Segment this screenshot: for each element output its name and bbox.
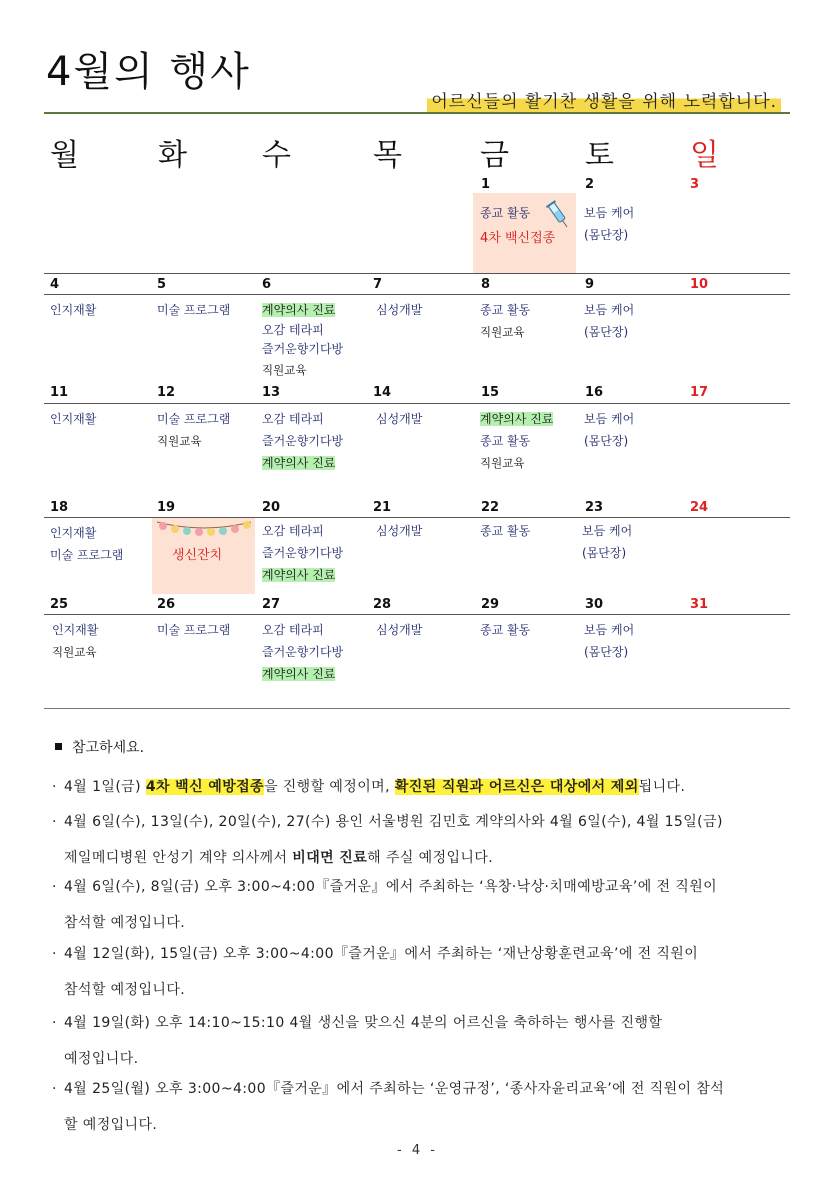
- events-day-5: [157, 299, 259, 321]
- events-day-20: [262, 520, 364, 586]
- events-day-28: [376, 619, 478, 641]
- bunting-garland-icon: [154, 518, 254, 540]
- events-day-18: [50, 522, 152, 566]
- weekday-fri: 금: [480, 138, 509, 173]
- syringe-icon: [545, 198, 571, 232]
- date-22: 22: [481, 500, 500, 515]
- date-10: 10: [690, 277, 709, 292]
- date-26: 26: [157, 597, 176, 612]
- event: (몸단장): [584, 645, 629, 659]
- event: 직원교육: [157, 434, 202, 448]
- events-day-8: [480, 299, 582, 343]
- event: 미술 프로그램: [157, 623, 231, 637]
- bullet-icon: ·: [52, 946, 57, 962]
- event: 보듬 케어: [584, 623, 635, 637]
- date-28: 28: [373, 597, 392, 612]
- date-3: 3: [690, 177, 700, 192]
- event: 직원교육: [262, 363, 307, 377]
- events-day-29: [480, 619, 582, 641]
- events-day-11: [50, 408, 152, 430]
- date-23: 23: [585, 500, 604, 515]
- event: 생신잔치: [172, 548, 223, 563]
- events-day-6: [262, 299, 364, 381]
- bullet-icon: ·: [52, 1015, 57, 1031]
- note-item: · 4월 1일(금) 4차 백신 예방접종을 진행할 예정이며, 확진된 직원과 어르신은 대상에서 제외됩니다.: [52, 771, 787, 803]
- week-divider: [44, 294, 790, 295]
- event: (몸단장): [584, 325, 629, 339]
- event: 계약의사 진료: [262, 667, 336, 681]
- event: 즐거운향기다방: [262, 434, 344, 448]
- event: (몸단장): [582, 546, 627, 560]
- date-16: 16: [585, 385, 604, 400]
- square-bullet-icon: [55, 743, 62, 750]
- event: 종교 활동: [480, 623, 531, 637]
- event: 보듬 케어: [584, 206, 635, 220]
- date-14: 14: [373, 385, 392, 400]
- date-25: 25: [50, 597, 69, 612]
- event: 미술 프로그램: [157, 303, 231, 317]
- weekday-sat: 토: [585, 138, 614, 173]
- event: 심성개발: [376, 412, 423, 426]
- bullet-icon: ·: [52, 1081, 57, 1097]
- events-day-19: [172, 545, 274, 567]
- date-15: 15: [481, 385, 500, 400]
- event: 보듬 케어: [582, 524, 633, 538]
- event: (몸단장): [584, 228, 629, 242]
- notes-heading: 참고하세요.: [55, 737, 144, 757]
- page-title: 4월의 행사: [46, 49, 251, 95]
- date-4: 4: [50, 277, 60, 292]
- date-8: 8: [481, 277, 491, 292]
- date-9: 9: [585, 277, 595, 292]
- event: 종교 활동: [480, 524, 531, 538]
- date-18: 18: [50, 500, 69, 515]
- event: 즐거운향기다방: [262, 342, 344, 356]
- events-day-27: [262, 619, 364, 685]
- date-6: 6: [262, 277, 272, 292]
- event: 계약의사 진료: [262, 303, 336, 317]
- date-12: 12: [157, 385, 176, 400]
- events-day-12: [157, 408, 259, 452]
- date-30: 30: [585, 597, 604, 612]
- date-24: 24: [690, 500, 709, 515]
- weekday-tue: 화: [158, 138, 187, 173]
- bullet-icon: ·: [52, 779, 57, 795]
- event: 계약의사 진료: [262, 568, 336, 582]
- events-day-30: [584, 619, 686, 663]
- calendar-bottom-divider: [44, 708, 790, 709]
- events-day-22: [480, 520, 582, 542]
- weekday-wed: 수: [262, 138, 291, 173]
- event: 직원교육: [52, 645, 97, 659]
- events-day-15: [480, 408, 582, 474]
- events-day-9: [584, 299, 686, 343]
- subtitle-banner: 어르신들의 활기찬 생활을 위해 노력합니다.: [427, 87, 781, 113]
- week-divider: [44, 273, 790, 274]
- note-item: · 4월 6일(수), 13일(수), 20일(수), 27(수) 용인 서울병원 김민호 계약의사와 4월 6일(수), 4월 15일(금) 제일메디병원 안성기 계약 의사께서 비대면 진료해 주실 예정입니다.: [52, 806, 787, 874]
- date-27: 27: [262, 597, 281, 612]
- week-divider: [44, 403, 790, 404]
- event: 종교 활동: [480, 206, 531, 220]
- events-day-7: [376, 299, 478, 321]
- note-item: · 4월 19일(화) 오후 14:10~15:10 4월 생신을 맞으신 4분의 어르신을 축하하는 행사를 진행할 예정입니다.: [52, 1007, 787, 1075]
- event: 종교 활동: [480, 434, 531, 448]
- week-divider: [44, 614, 790, 615]
- events-day-13: [262, 408, 364, 474]
- event: 오감 테라피: [262, 623, 324, 637]
- event: 인지재활: [50, 526, 97, 540]
- event: 심성개발: [376, 303, 423, 317]
- event: 인지재활: [50, 303, 97, 317]
- event: 심성개발: [376, 623, 423, 637]
- note-item: · 4월 6일(수), 8일(금) 오후 3:00~4:00『즐거운』에서 주최하는 ‘욕창·낙상·치매예방교육’에 전 직원이 참석할 예정입니다.: [52, 871, 787, 939]
- event: (몸단장): [584, 434, 629, 448]
- date-20: 20: [262, 500, 281, 515]
- event: 미술 프로그램: [157, 412, 231, 426]
- event: 오감 테라피: [262, 412, 324, 426]
- events-day-25: [52, 619, 154, 663]
- date-21: 21: [373, 500, 392, 515]
- event: 직원교육: [480, 325, 525, 339]
- page-number: - 4 -: [397, 1143, 438, 1158]
- event: 인지재활: [52, 623, 99, 637]
- weekday-sun: 일: [690, 138, 719, 173]
- event: 오감 테라피: [262, 524, 324, 538]
- date-31: 31: [690, 597, 709, 612]
- events-day-26: [157, 619, 259, 641]
- event: 직원교육: [480, 456, 525, 470]
- date-11: 11: [50, 385, 69, 400]
- events-day-2: [584, 202, 686, 246]
- event: 오감 테라피: [262, 323, 324, 337]
- date-5: 5: [157, 277, 167, 292]
- weekday-mon: 월: [50, 138, 79, 173]
- note-item: · 4월 25일(월) 오후 3:00~4:00『즐거운』에서 주최하는 ‘운영규정’, ‘종사자윤리교육’에 전 직원이 참석 할 예정입니다.: [52, 1073, 787, 1141]
- date-1: 1: [481, 177, 491, 192]
- event: 계약의사 진료: [480, 412, 554, 426]
- bullet-icon: ·: [52, 814, 57, 830]
- event: 4차 백신접종: [480, 231, 556, 246]
- date-13: 13: [262, 385, 281, 400]
- date-19: 19: [157, 500, 176, 515]
- bullet-icon: ·: [52, 879, 57, 895]
- events-day-16: [584, 408, 686, 452]
- events-day-4: [50, 299, 152, 321]
- event: 즐거운향기다방: [262, 546, 344, 560]
- events-day-23: [582, 520, 684, 564]
- event: 종교 활동: [480, 303, 531, 317]
- date-7: 7: [373, 277, 383, 292]
- note-item: · 4월 12일(화), 15일(금) 오후 3:00~4:00『즐거운』에서 주최하는 ‘재난상황훈련교육’에 전 직원이 참석할 예정입니다.: [52, 938, 787, 1006]
- event: 즐거운향기다방: [262, 645, 344, 659]
- event: 계약의사 진료: [262, 456, 336, 470]
- events-day-14: [376, 408, 478, 430]
- event: 미술 프로그램: [50, 548, 124, 562]
- date-2: 2: [585, 177, 595, 192]
- title-divider: [44, 112, 790, 114]
- event: 보듬 케어: [584, 303, 635, 317]
- date-29: 29: [481, 597, 500, 612]
- event: 인지재활: [50, 412, 97, 426]
- event: 보듬 케어: [584, 412, 635, 426]
- date-17: 17: [690, 385, 709, 400]
- weekday-thu: 목: [373, 138, 402, 173]
- events-day-21: [376, 520, 478, 542]
- event: 심성개발: [376, 524, 423, 538]
